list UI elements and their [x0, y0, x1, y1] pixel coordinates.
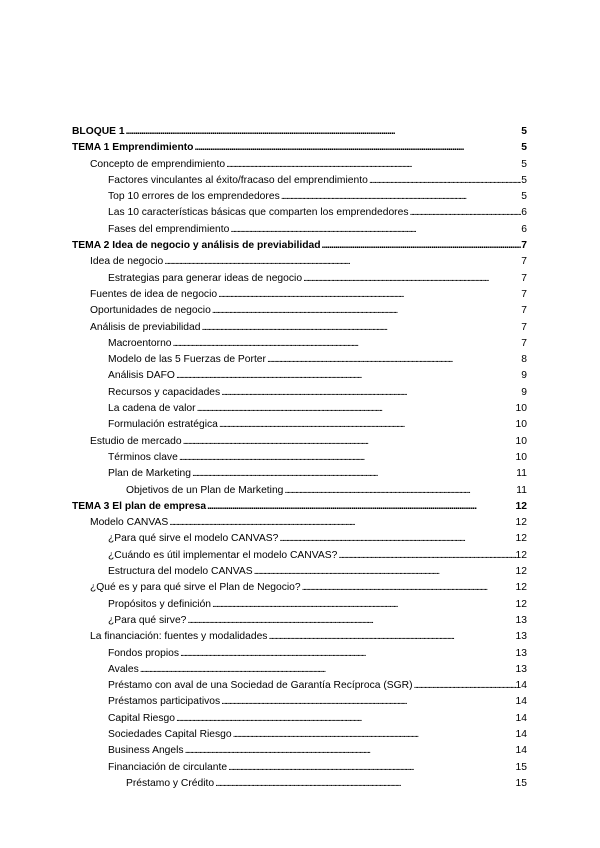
toc-entry-title: Fondos propios [108, 647, 179, 659]
dot-leader [139, 662, 516, 678]
toc-entry-page-number: 6 [521, 207, 527, 219]
toc-entry-page-number: 14 [515, 745, 527, 757]
dot-leader [168, 515, 515, 531]
dot-leader [280, 189, 521, 205]
toc-entry[interactable] [72, 385, 527, 401]
dot-leader [266, 352, 521, 368]
toc-entry[interactable] [72, 662, 527, 678]
toc-entry[interactable] [72, 678, 527, 694]
toc-entry[interactable] [72, 531, 527, 547]
dot-leader [182, 434, 516, 450]
dot-leader [184, 743, 516, 759]
toc-entry[interactable] [72, 450, 527, 466]
toc-entry[interactable] [72, 743, 527, 759]
dot-leader [229, 222, 521, 238]
toc-entry[interactable] [72, 727, 527, 743]
toc-entry-title: Capital Riesgo [108, 712, 175, 724]
toc-entry[interactable] [72, 694, 527, 710]
toc-entry-page-number: 10 [515, 435, 527, 447]
toc-entry-title: Formulación estratégica [108, 419, 218, 431]
dot-leader [278, 531, 515, 547]
toc-entry-title: Top 10 errores de los emprendedores [108, 191, 280, 203]
toc-entry[interactable] [72, 711, 527, 727]
toc-entry-page-number: 7 [521, 337, 527, 349]
toc-entry-page-number: 13 [515, 631, 527, 643]
toc-entry-title: Macroentorno [108, 337, 172, 349]
toc-entry-page-number: 10 [515, 403, 527, 415]
toc-entry-title: Estrategias para generar ideas de negocio [108, 272, 303, 284]
toc-entry-title: Factores vinculantes al éxito/fracaso del emprendimiento [108, 174, 368, 186]
toc-entry-title: Recursos y capacidades [108, 386, 221, 398]
toc-entry-title: Modelo CANVAS [90, 517, 169, 529]
toc-entry[interactable] [72, 271, 527, 287]
toc-entry[interactable] [72, 124, 527, 140]
dot-leader [178, 450, 516, 466]
toc-entry-title: Propósitos y definición [108, 598, 212, 610]
toc-entry-page-number: 12 [515, 598, 527, 610]
dot-leader [186, 613, 515, 629]
dot-leader [220, 385, 521, 401]
dot-leader [368, 173, 521, 189]
toc-entry-page-number: 14 [515, 696, 527, 708]
toc-entry-title: Business Angels [108, 745, 184, 757]
toc-entry-title: Análisis de previabilidad [90, 321, 201, 333]
dot-leader [225, 157, 521, 173]
toc-entry-page-number: 6 [521, 223, 527, 235]
toc-entry-title: Las 10 características básicas que comparten los emprendedores [108, 207, 409, 219]
toc-entry[interactable] [72, 466, 527, 482]
toc-entry-title: La financiación: fuentes y modalidades [90, 631, 268, 643]
toc-entry-title: Préstamo y Crédito [126, 777, 215, 789]
toc-entry-page-number: 7 [521, 288, 527, 300]
toc-entry-page-number: 9 [521, 370, 527, 382]
dot-leader [217, 287, 521, 303]
toc-entry-page-number: 5 [521, 142, 527, 154]
toc-entry-title: Fuentes de idea de negocio [90, 288, 218, 300]
toc-entry[interactable] [72, 173, 527, 189]
dot-leader [301, 580, 516, 596]
dot-leader [220, 694, 515, 710]
toc-entry-page-number: 15 [515, 777, 527, 789]
dot-leader [321, 238, 521, 254]
toc-entry-title: TEMA 3 El plan de empresa [72, 500, 207, 512]
toc-entry[interactable] [72, 580, 527, 596]
toc-entry[interactable] [72, 417, 527, 433]
toc-entry[interactable] [72, 434, 527, 450]
toc-entry-title: Idea de negocio [90, 256, 164, 268]
dot-leader [302, 271, 521, 287]
toc-entry-title: TEMA 2 Idea de negocio y análisis de previabilidad [72, 240, 321, 252]
toc-entry[interactable] [72, 483, 527, 499]
dot-leader [232, 727, 516, 743]
toc-entry[interactable] [72, 303, 527, 319]
toc-entry[interactable] [72, 287, 527, 303]
toc-entry[interactable] [72, 238, 527, 254]
toc-entry-title: Oportunidades de negocio [90, 305, 211, 317]
toc-entry-page-number: 7 [521, 305, 527, 317]
toc-entry-page-number: 5 [521, 191, 527, 203]
toc-entry-page-number: 12 [515, 549, 527, 561]
toc-entry-page-number: 11 [516, 468, 527, 480]
toc-entry-title: TEMA 1 Emprendimiento [72, 142, 194, 154]
dot-leader [211, 303, 521, 319]
toc-entry[interactable] [72, 352, 527, 368]
dot-leader [191, 466, 516, 482]
toc-entry-page-number: 5 [521, 126, 527, 137]
toc-entry-title: ¿Cuándo es útil implementar el modelo CANVAS? [108, 549, 338, 561]
toc-entry-title: Fases del emprendimiento [108, 223, 230, 235]
toc-entry-title: La cadena de valor [108, 403, 196, 415]
toc-entry-page-number: 7 [521, 272, 527, 284]
toc-entry-page-number: 7 [521, 321, 527, 333]
toc-entry-page-number: 15 [515, 761, 527, 773]
toc-entry[interactable] [72, 368, 527, 384]
toc-entry-title: Estudio de mercado [90, 435, 182, 447]
dot-leader [175, 368, 521, 384]
toc-entry[interactable] [72, 140, 527, 156]
dot-leader [337, 548, 515, 564]
dot-leader [283, 483, 516, 499]
toc-entry[interactable] [72, 189, 527, 205]
toc-entry-title: Financiación de circulante [108, 761, 228, 773]
toc-entry[interactable] [72, 646, 527, 662]
toc-entry[interactable] [72, 760, 527, 776]
dot-leader [125, 124, 521, 140]
toc-entry[interactable] [72, 499, 527, 515]
toc-entry-title: Concepto de emprendimiento [90, 158, 226, 170]
toc-entry[interactable] [72, 320, 527, 336]
dot-leader [409, 205, 522, 221]
toc-entry-title: Términos clave [108, 451, 178, 463]
dot-leader [206, 499, 515, 515]
dot-leader [253, 564, 516, 580]
toc-entry-page-number: 14 [515, 680, 527, 692]
toc-entry[interactable] [72, 401, 527, 417]
toc-entry-title: Préstamos participativos [108, 696, 221, 708]
table-of-contents [72, 124, 527, 792]
toc-entry[interactable] [72, 254, 527, 270]
toc-entry-title: Objetivos de un Plan de Marketing [126, 484, 284, 496]
toc-entry-page-number: 13 [515, 663, 527, 675]
toc-entry-page-number: 12 [515, 582, 527, 594]
toc-entry-title: Préstamo con aval de una Sociedad de Garantía Recíproca (SGR) [108, 680, 413, 692]
dot-leader [172, 336, 521, 352]
dot-leader [211, 597, 516, 613]
toc-entry[interactable] [72, 157, 527, 173]
toc-entry-page-number: 12 [515, 517, 527, 529]
toc-entry[interactable] [72, 613, 527, 629]
dot-leader [196, 401, 516, 417]
toc-entry[interactable] [72, 336, 527, 352]
toc-entry-title: Plan de Marketing [108, 468, 191, 480]
toc-entry[interactable] [72, 597, 527, 613]
dot-leader [267, 629, 515, 645]
toc-entry[interactable] [72, 629, 527, 645]
toc-entry[interactable] [72, 776, 527, 792]
toc-entry[interactable] [72, 515, 527, 531]
toc-entry-page-number: 13 [515, 614, 527, 626]
toc-entry[interactable] [72, 205, 527, 221]
toc-entry-page-number: 11 [516, 484, 527, 496]
toc-entry-title: ¿Para qué sirve? [108, 614, 187, 626]
dot-leader [175, 711, 516, 727]
dot-leader [163, 254, 521, 270]
toc-entry-page-number: 12 [515, 500, 527, 512]
dot-leader [193, 140, 521, 156]
toc-entry-page-number: 14 [515, 712, 527, 724]
dot-leader [413, 678, 516, 694]
toc-entry-title: ¿Qué es y para qué sirve el Plan de Negocio? [90, 582, 301, 594]
toc-entry-page-number: 10 [515, 451, 527, 463]
toc-entry[interactable] [72, 548, 527, 564]
toc-entry-title: Sociedades Capital Riesgo [108, 728, 232, 740]
toc-entry[interactable] [72, 222, 527, 238]
toc-entry-title: ¿Para qué sirve el modelo CANVAS? [108, 533, 279, 545]
toc-entry-page-number: 8 [521, 354, 527, 366]
toc-entry-page-number: 7 [521, 256, 527, 268]
dot-leader [200, 320, 521, 336]
toc-entry-page-number: 12 [515, 566, 527, 578]
toc-entry-page-number: 14 [515, 728, 527, 740]
toc-entry-title: Estructura del modelo CANVAS [108, 566, 253, 578]
dot-leader [218, 417, 516, 433]
toc-entry-page-number: 9 [521, 386, 527, 398]
dot-leader [214, 776, 515, 792]
toc-entry-title: Análisis DAFO [108, 370, 175, 382]
toc-entry-page-number: 5 [521, 174, 527, 186]
toc-entry-page-number: 7 [521, 240, 527, 252]
toc-entry-page-number: 10 [515, 419, 527, 431]
toc-entry-page-number: 13 [515, 647, 527, 659]
dot-leader [179, 646, 516, 662]
toc-entry-title: Modelo de las 5 Fuerzas de Porter [108, 354, 266, 366]
toc-entry-title: BLOQUE 1 [72, 126, 125, 137]
dot-leader [227, 760, 515, 776]
toc-entry-title: Avales [108, 663, 139, 675]
toc-entry-page-number: 12 [515, 533, 527, 545]
toc-entry-page-number: 5 [521, 158, 527, 170]
toc-entry[interactable] [72, 564, 527, 580]
